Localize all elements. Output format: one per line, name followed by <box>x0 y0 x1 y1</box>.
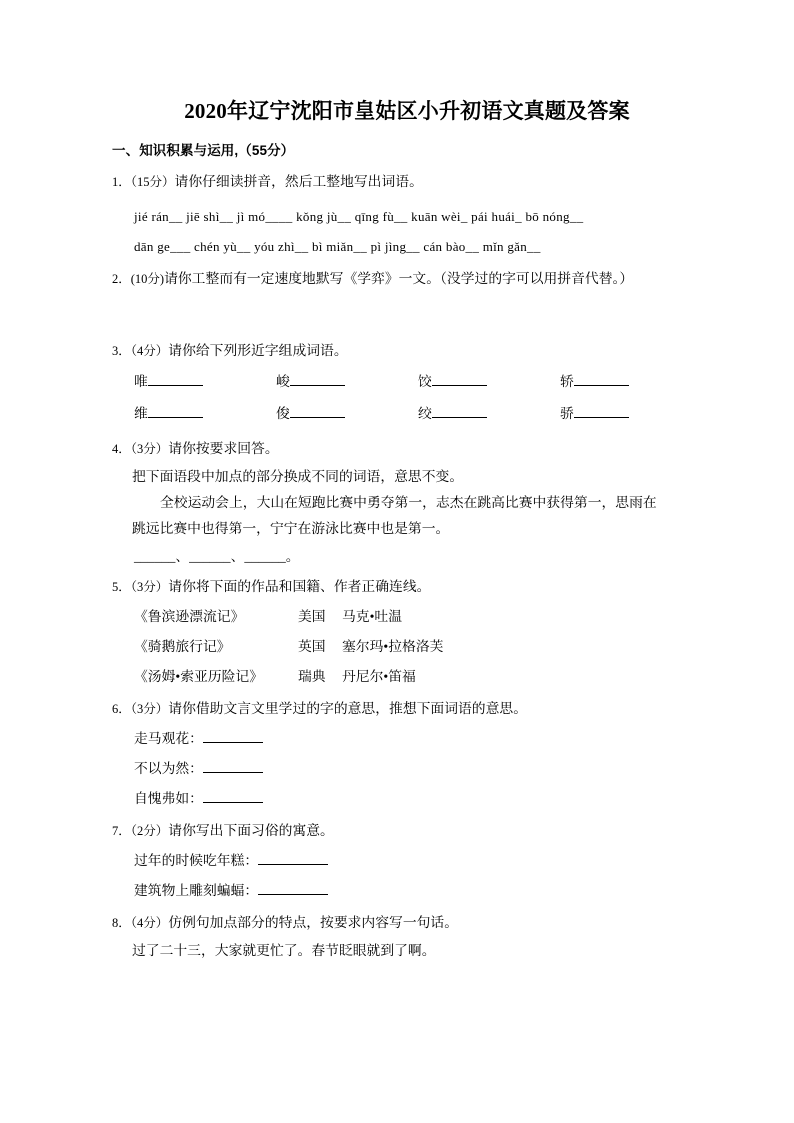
question-8-score: （4分） <box>130 916 169 930</box>
question-8-header <box>112 912 702 934</box>
answer-blank[interactable] <box>203 787 263 803</box>
answer-blank[interactable] <box>203 727 263 743</box>
question-1-prompt: 请你仔细读拼音，然后工整地写出词语。 <box>174 174 423 189</box>
answer-blank[interactable] <box>148 402 203 418</box>
question-7-score: （2分） <box>130 824 169 838</box>
answer-blank[interactable] <box>574 370 629 386</box>
question-1-pinyin-block <box>112 202 702 262</box>
question-4-prompt: 请你按要求回答。 <box>168 441 279 456</box>
answer-blank[interactable] <box>574 402 629 418</box>
char-cell <box>276 366 418 398</box>
question-2-prompt: 请你工整而有一定速度地默写《学弈》一文。（没学过的字可以用拼音代替。） <box>164 271 634 286</box>
idiom-label: 自愧弗如： <box>134 791 203 806</box>
match-author[interactable]: 丹尼尔•笛福 <box>342 669 416 684</box>
question-6-header <box>112 698 702 720</box>
custom-label: 建筑物上雕刻蝙蝠： <box>134 883 259 898</box>
char-cell <box>134 398 276 430</box>
idiom-label: 走马观花： <box>134 731 203 746</box>
question-3-prompt: 请你给下列形近字组成词语。 <box>168 343 348 358</box>
question-7-number: 7． <box>112 824 131 838</box>
question-2-header <box>112 268 702 290</box>
question-4-score: （3分） <box>130 442 169 456</box>
question-2-number: 2． <box>112 272 131 286</box>
match-work-title[interactable]: 《鲁滨逊漂流记》 <box>134 609 245 624</box>
match-author[interactable]: 马克•吐温 <box>342 609 403 624</box>
match-row[interactable] <box>112 602 702 632</box>
pinyin-line-2: dān ge___ chén yù__ yóu zhì__ bì miǎn__ pì jìng__ cán bào__ mǐn gǎn__ <box>134 239 541 254</box>
char-cell <box>560 398 702 430</box>
question-2-answer-space <box>112 294 702 340</box>
question-5-prompt: 请你将下面的作品和国籍、作者正确连线。 <box>168 579 431 594</box>
question-4-header <box>112 438 702 460</box>
question-5-score: （3分） <box>130 580 169 594</box>
question-6-item <box>112 754 702 784</box>
section-heading: 一、知识积累与运用,（55分） <box>112 143 295 158</box>
answer-blank[interactable] <box>290 402 345 418</box>
question-8-example: 过了二十三，大家就更忙了。春节眨眼就到了啊。 <box>132 943 436 958</box>
question-2-score: (10分) <box>130 272 165 286</box>
char-label: 俊 <box>276 406 290 421</box>
char-label: 峻 <box>276 374 290 389</box>
question-1-score: （15分） <box>130 175 175 189</box>
match-country[interactable]: 瑞典 <box>298 669 326 684</box>
char-label: 维 <box>134 406 148 421</box>
char-label: 骄 <box>560 406 574 421</box>
answer-blank[interactable] <box>290 370 345 386</box>
question-5-header <box>112 576 702 598</box>
char-cell <box>418 366 560 398</box>
char-cell <box>560 366 702 398</box>
char-cell <box>418 398 560 430</box>
question-3-row-bottom <box>112 398 702 430</box>
question-5-number: 5． <box>112 580 131 594</box>
question-7-prompt: 请你写出下面习俗的寓意。 <box>168 823 334 838</box>
match-work-title[interactable]: 《骑鹅旅行记》 <box>134 639 231 654</box>
answer-blank[interactable] <box>203 757 263 773</box>
match-country[interactable]: 英国 <box>298 639 326 654</box>
char-label: 唯 <box>134 374 148 389</box>
match-work-title[interactable]: 《汤姆•索亚历险记》 <box>134 669 264 684</box>
pinyin-line-1: jié rán__ jiē shì__ jì mó____ kǒng jù__ qīng fù__ kuān wèi_ pái huái_ bō nóng__ <box>134 209 584 224</box>
match-country[interactable]: 美国 <box>298 609 326 624</box>
question-3-header <box>112 340 702 362</box>
match-author[interactable]: 塞尔玛•拉格洛芙 <box>342 639 444 654</box>
question-7-header <box>112 820 702 842</box>
answer-blank[interactable] <box>258 879 328 895</box>
question-7-item <box>112 876 702 906</box>
question-3-score: （4分） <box>130 344 169 358</box>
custom-label: 过年的时候吃年糕： <box>134 853 259 868</box>
question-4-passage-line-1: 全校运动会上，大山在短跑比赛中勇夺第一，志杰在跳高比赛中获得第一，思雨在 <box>160 495 657 510</box>
question-4-instruction: 把下面语段中加点的部分换成不同的词语，意思不变。 <box>132 469 464 484</box>
char-cell <box>134 366 276 398</box>
answer-blank[interactable] <box>148 370 203 386</box>
page-title: 2020年辽宁沈阳市皇姑区小升初语文真题及答案 <box>184 99 630 123</box>
char-cell <box>276 398 418 430</box>
question-4-passage-line-2: 跳远比赛中也得第一，宁宁在游泳比赛中也是第一。 <box>132 521 450 536</box>
match-row[interactable] <box>112 662 702 692</box>
question-8-number: 8． <box>112 916 131 930</box>
match-row[interactable] <box>112 632 702 662</box>
question-6-item <box>112 724 702 754</box>
question-1-number: 1． <box>112 175 131 189</box>
idiom-label: 不以为然： <box>134 761 203 776</box>
char-label: 饺 <box>418 374 432 389</box>
char-label: 轿 <box>560 374 574 389</box>
answer-blank[interactable] <box>258 849 328 865</box>
question-4-answer-line[interactable]: ______、______、______。 <box>134 549 300 564</box>
question-6-prompt: 请你借助文言文里学过的字的意思，推想下面词语的意思。 <box>168 701 527 716</box>
char-label: 绞 <box>418 406 432 421</box>
answer-blank[interactable] <box>432 370 487 386</box>
answer-blank[interactable] <box>432 402 487 418</box>
question-8-prompt: 仿例句加点部分的特点，按要求内容写一句话。 <box>168 915 459 930</box>
question-3-row-top <box>112 366 702 398</box>
question-3-number: 3． <box>112 344 131 358</box>
question-7-item <box>112 846 702 876</box>
question-1-header <box>112 171 702 193</box>
question-6-number: 6． <box>112 702 131 716</box>
question-6-score: （3分） <box>130 702 169 716</box>
page-content <box>112 96 702 964</box>
question-6-item <box>112 784 702 814</box>
question-4-number: 4． <box>112 442 131 456</box>
